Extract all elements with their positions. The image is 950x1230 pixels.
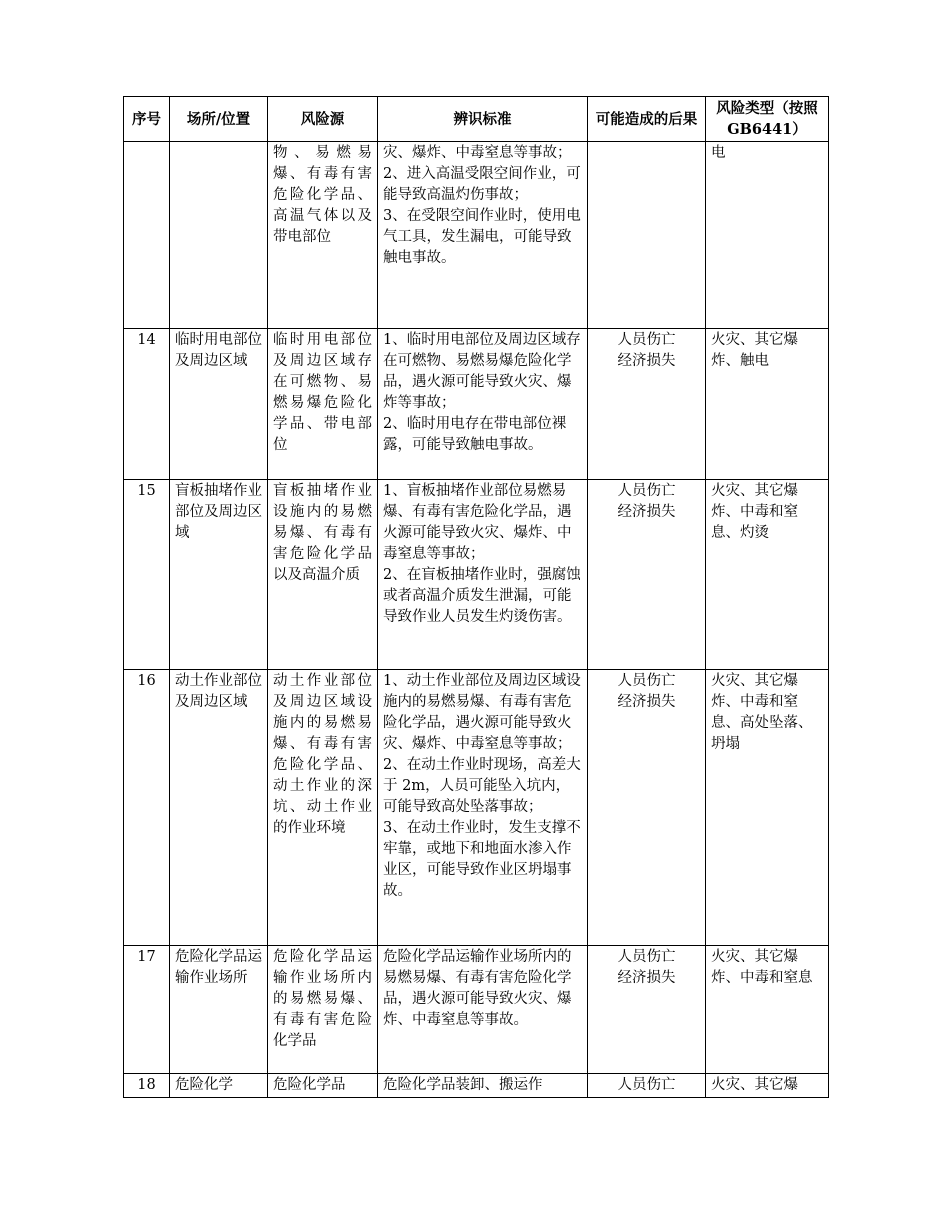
row-consequence: 人员伤亡 <box>588 1074 706 1098</box>
row-criteria: 1、盲板抽堵作业部位易燃易爆、有毒有害危险化学品，遇火源可能导致火灾、爆炸、中毒窒息等事故； 2、在盲板抽堵作业时，强腐蚀或者高温介质发生泄漏，可能导致作业人员发生灼烫伤害。 <box>378 480 588 670</box>
table-row <box>124 480 829 670</box>
row-index <box>124 142 170 329</box>
row-location: 危险化学品运输作业场所 <box>170 946 268 1074</box>
row-risk-type: 火灾、其它爆炸、中毒和窒息、高处坠落、坍塌 <box>706 670 829 946</box>
row-location <box>170 142 268 329</box>
row-consequence: 人员伤亡 经济损失 <box>588 670 706 946</box>
row-risk-type: 火灾、其它爆炸、触电 <box>706 329 829 480</box>
header-row <box>124 97 829 142</box>
row-consequence: 人员伤亡 经济损失 <box>588 480 706 670</box>
table-row <box>124 329 829 480</box>
row-index: 15 <box>124 480 170 670</box>
header-risk-source: 风险源 <box>268 97 378 142</box>
header-consequence: 可能造成的后果 <box>588 97 706 142</box>
row-risk-type: 火灾、其它爆 <box>706 1074 829 1098</box>
risk-identification-table <box>123 96 829 1098</box>
row-criteria: 1、临时用电部位及周边区域存在可燃物、易燃易爆危险化学品，遇火源可能导致火灾、爆炸等事故； 2、临时用电存在带电部位裸露，可能导致触电事故。 <box>378 329 588 480</box>
row-index: 18 <box>124 1074 170 1098</box>
table-row <box>124 946 829 1074</box>
table-row <box>124 670 829 946</box>
row-location: 盲板抽堵作业部位及周边区域 <box>170 480 268 670</box>
row-index: 16 <box>124 670 170 946</box>
row-criteria: 危险化学品装卸、搬运作 <box>378 1074 588 1098</box>
header-criteria: 辨识标准 <box>378 97 588 142</box>
row-location: 危险化学 <box>170 1074 268 1098</box>
row-risk-type: 火灾、其它爆炸、中毒和窒息 <box>706 946 829 1074</box>
row-consequence <box>588 142 706 329</box>
row-index: 17 <box>124 946 170 1074</box>
header-location: 场所/位置 <box>170 97 268 142</box>
row-risk-source: 危险化学品 <box>268 1074 378 1098</box>
row-criteria: 灾、爆炸、中毒窒息等事故； 2、进入高温受限空间作业，可能导致高温灼伤事故； 3、在受限空间作业时，使用电气工具，发生漏电，可能导致触电事故。 <box>378 142 588 329</box>
row-criteria: 1、动土作业部位及周边区域设施内的易燃易爆、有毒有害危险化学品，遇火源可能导致火灾、爆炸、中毒窒息等事故； 2、在动土作业时现场，高差大于 2m，人员可能坠入坑内，可能导致高处坠落事故； 3、在动土作业时，发生支撑不牢靠，或地下和地面水渗入作业区，可能导致作业区坍塌事故。 <box>378 670 588 946</box>
row-consequence: 人员伤亡 经济损失 <box>588 946 706 1074</box>
row-risk-source: 盲板抽堵作业设施内的易燃易爆、有毒有害危险化学品以及高温介质 <box>268 480 378 670</box>
table-row <box>124 142 829 329</box>
row-risk-type: 电 <box>706 142 829 329</box>
header-index: 序号 <box>124 97 170 142</box>
row-risk-source: 动土作业部位及周边区域设施内的易燃易爆、有毒有害危险化学品、动土作业的深坑、动土作业的作业环境 <box>268 670 378 946</box>
row-risk-source: 临时用电部位及周边区域存在可燃物、易燃易爆危险化学品、带电部位 <box>268 329 378 480</box>
row-risk-source: 危险化学品运输作业场所内的易燃易爆、有毒有害危险化学品 <box>268 946 378 1074</box>
table-row <box>124 1074 829 1098</box>
row-index: 14 <box>124 329 170 480</box>
row-location: 动土作业部位及周边区域 <box>170 670 268 946</box>
row-risk-type: 火灾、其它爆炸、中毒和窒息、灼烫 <box>706 480 829 670</box>
row-location: 临时用电部位及周边区域 <box>170 329 268 480</box>
row-risk-source: 物、易燃易爆、有毒有害危险化学品、高温气体以及带电部位 <box>268 142 378 329</box>
row-consequence: 人员伤亡 经济损失 <box>588 329 706 480</box>
header-risk-type: 风险类型（按照 GB6441） <box>706 97 829 142</box>
row-criteria: 危险化学品运输作业场所内的易燃易爆、有毒有害危险化学品，遇火源可能导致火灾、爆炸、中毒窒息等事故。 <box>378 946 588 1074</box>
